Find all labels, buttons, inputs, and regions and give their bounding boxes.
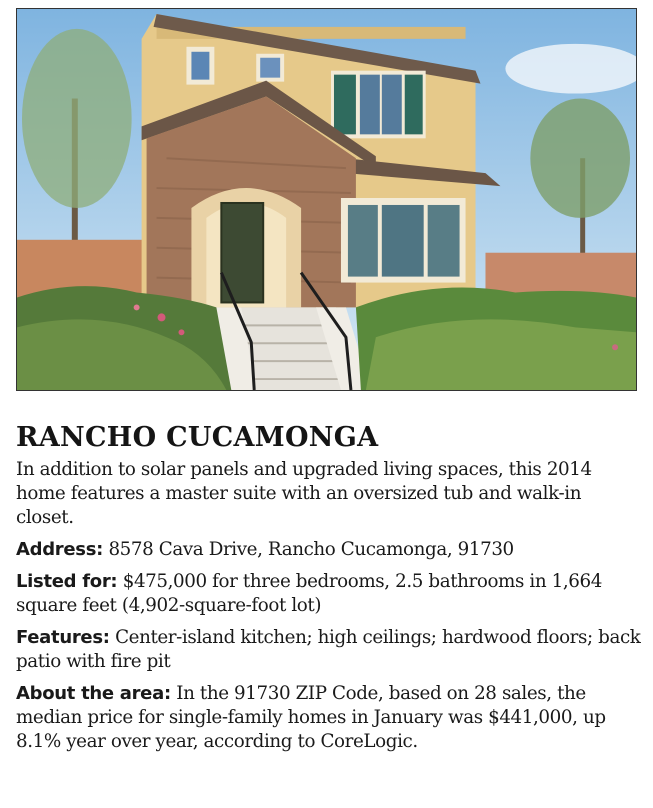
address-value: 8578 Cava Drive, Rancho Cucamonga, 91730 [108, 539, 514, 560]
article-body [16, 458, 641, 762]
listed-for-value: $475,000 for three bedrooms, 2.5 bathrooms in 1,664 square feet (4,902-square-foot lot) [16, 571, 602, 616]
about-area-label: About the area: [16, 683, 171, 704]
listed-for-paragraph [16, 570, 641, 618]
house-photo [16, 8, 637, 391]
listed-for-label: Listed for: [16, 571, 118, 592]
house-illustration [17, 9, 636, 390]
about-area-value: In the 91730 ZIP Code, based on 28 sales, the median price for single-family homes in January was $441,000, up 8.1% year over year, according to CoreLogic. [16, 683, 606, 752]
features-paragraph [16, 626, 641, 674]
address-paragraph [16, 538, 641, 562]
address-label: Address: [16, 539, 104, 560]
features-value: Center-island kitchen; high ceilings; hardwood floors; back patio with fire pit [16, 627, 641, 672]
features-label: Features: [16, 627, 110, 648]
about-area-paragraph [16, 682, 641, 754]
intro-paragraph: In addition to solar panels and upgraded living spaces, this 2014 home features a master suite with an oversized tub and walk-in closet. [16, 459, 592, 528]
headline: RANCHO CUCAMONGA [16, 422, 379, 453]
